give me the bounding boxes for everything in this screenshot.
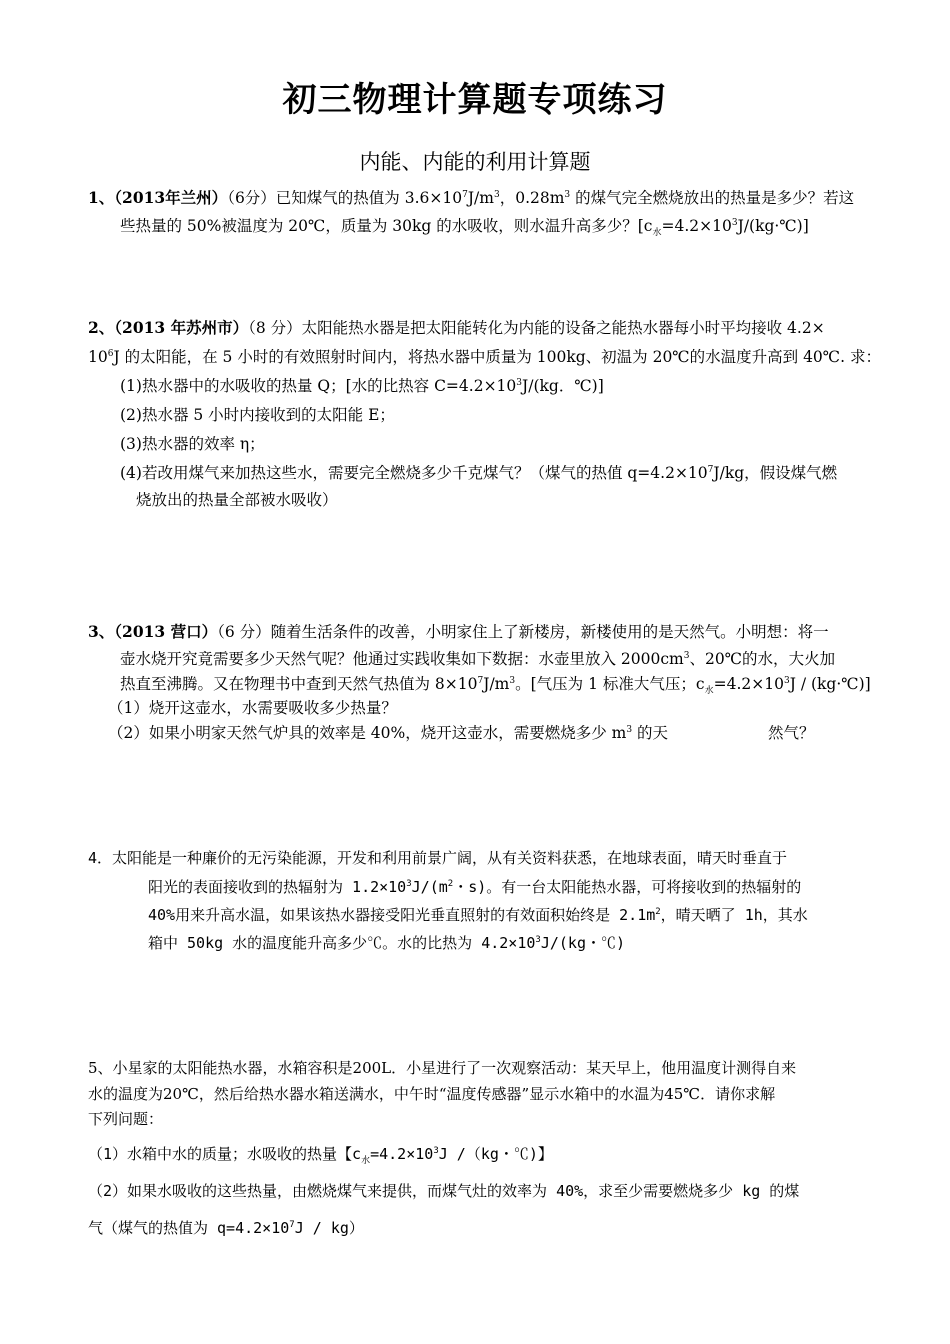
q5-line-1: 5、小星家的太阳能热水器，水箱容积是200L．小星进行了一次观察活动：某天早上，他用温度计测得自来 — [88, 1059, 797, 1077]
q3-line-1: 3、（2013 营口）（6 分）随着生活条件的改善，小明家住上了新楼房，新楼使用的是天然气。小明想：将一 — [88, 622, 829, 641]
q2-number: 2、 — [88, 318, 115, 337]
q3-number: 3、 — [88, 622, 115, 641]
q2-source: （2013 年苏州市） — [114, 318, 249, 337]
q1-line-2: 些热量的 50%被温度为 20℃，质量为 30kg 的水吸收，则水温升高多少？$[c_水=4.2\times 10^3J/(kg\cdot℃)]$ — [120, 217, 809, 238]
q2-sub-4: (4)若改用煤气来加热这些水，需要完全燃烧多少千克煤气？（煤气的热值 $q=4.2\times 10^7J/kg$，假设煤气燃 — [120, 464, 838, 482]
q5-line-3: 下列问题： — [88, 1110, 164, 1128]
q5-sub-2: （2）如果水吸收的这些热量，由燃烧煤气来提供，而煤气灶的效率为 40%，求至少需要燃烧多少 kg 的煤 — [88, 1182, 800, 1200]
q1-number: 1、 — [88, 188, 115, 207]
q3-line-3: 热直至沸腾。又在物理书中查到天然气热值为 $8\times 10^7J/m^3$。[气压为 1 标准大气压；$c_水=4.2\times 10^3J$ / (kg·℃)] — [120, 675, 871, 696]
page-title: 初三物理计算题专项练习 — [282, 80, 668, 120]
q1-source: （2013年兰州） — [114, 188, 228, 207]
q2-line-1: 2、（2013 年苏州市）（8 分）太阳能热水器是把太阳能转化为内能的设备之能热水器每小时平均接收 4.2× — [88, 318, 825, 337]
q3-sub-2-cont: 然气？ — [768, 724, 815, 742]
q3-line-2: 壶水烧开究竟需要多少天然气呢？他通过实践收集如下数据：水壶里放入 $2000cm^3$、20℃的水，大火加 — [120, 650, 836, 668]
q1-line-1: 1、（2013年兰州）（6分）已知煤气的热值为 $3.6\times 10^7J/m^3$，$0.28m^3$ 的煤气完全燃烧放出的热量是多少？若这 — [88, 188, 855, 207]
q5-line-2: 水的温度为20℃，然后给热水器水箱送满水，中午时“温度传感器”显示水箱中的水温为45℃．请你求解 — [88, 1085, 776, 1103]
q4-line-4: 箱中 50kg 水的温度能升高多少℃。水的比热为 $4.2\times 10^3J/(kg$・℃) — [148, 934, 626, 952]
q2-sub-4-cont: 烧放出的热量全部被水吸收） — [136, 491, 338, 509]
q5-sub-1: （1）水箱中水的质量；水吸收的热量【$c_水=4.2\times 10^3J$ /（kg・℃)】 — [88, 1145, 553, 1166]
q4-line-1: 4．太阳能是一种廉价的无污染能源，开发和利用前景广阔，从有关资料获悉，在地球表面，晴天时垂直于 — [88, 849, 788, 867]
q5-sub-2-cont: 气（煤气的热值为 $q=4.2\times 10^7J / kg$） — [88, 1219, 364, 1237]
q3-sub-1: （1）烧开这壶水，水需要吸收多少热量？ — [108, 699, 397, 717]
q2-sub-2: (2)热水器 5 小时内接收到的太阳能 E； — [120, 406, 395, 424]
q2-sub-3: (3)热水器的效率 η； — [120, 435, 265, 453]
q4-line-3: 40%用来升高水温，如果该热水器接受阳光垂直照射的有效面积始终是 $2.1m^2$，晴天晒了 1h，其水 — [148, 906, 808, 924]
page-subtitle: 内能、内能的利用计算题 — [359, 150, 591, 174]
q2-sub-1: (1)热水器中的水吸收的热量 Q；[水的比热容 $C=4.2\times 10^3J/(kg$．℃)] — [120, 377, 604, 395]
q3-source: （2013 营口） — [114, 622, 218, 641]
q3-sub-2: （2）如果小明家天然气炉具的效率是 40%，烧开这壶水，需要燃烧多少 $m^3$ 的天 — [108, 724, 669, 742]
q4-line-2: 阳光的表面接收到的热辐射为 $1.2\times 10^3J/(m^2$・s)。有一台太阳能热水器，可将接收到的热辐射的 — [148, 878, 802, 896]
q2-line-2: $10^6J$ 的太阳能，在 5 小时的有效照射时间内，将热水器中质量为 100kg、初温为 20℃的水温度升高到 40℃. 求： — [88, 348, 881, 366]
